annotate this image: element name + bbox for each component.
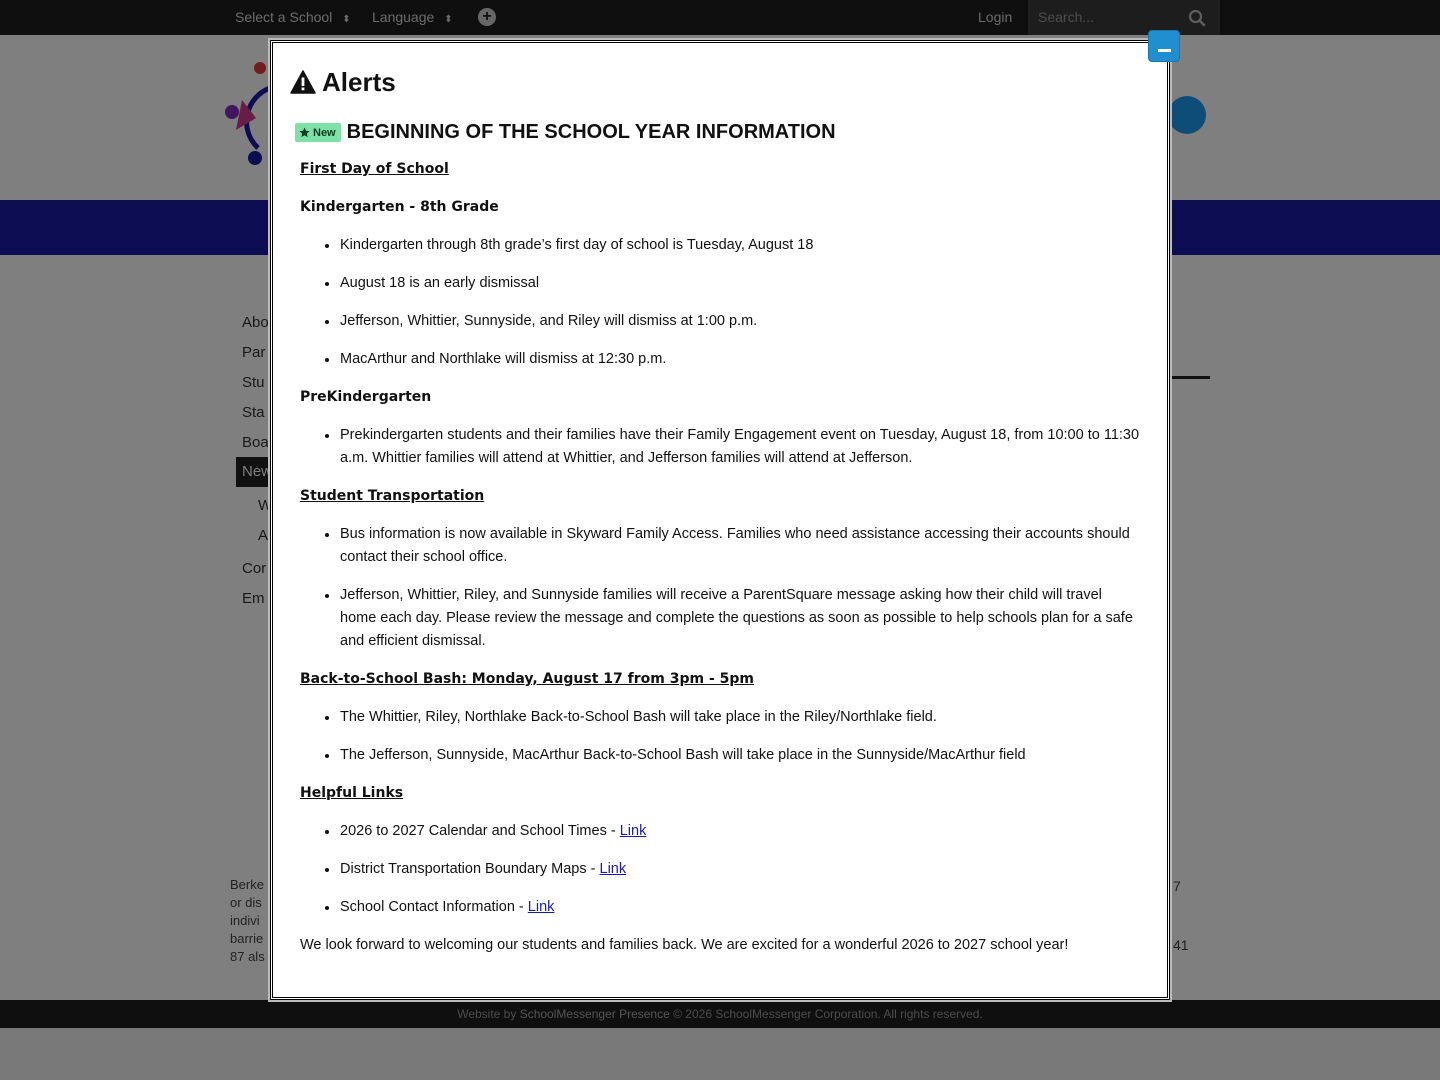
list-item — [300, 858, 1140, 881]
boundary-maps-link[interactable]: Link — [599, 861, 627, 877]
list-item: Prekindergarten students and their families have their Family Engagement event on Tuesday, August 18, from 10:00 to 11:30 a.m. Whittier families will attend at Whittier, and Jefferson families will attend at Jefferson. — [300, 424, 1140, 470]
alerts-modal-frame — [272, 42, 1168, 998]
warning-triangle-icon — [290, 70, 316, 94]
list-item: Jefferson, Whittier, Sunnyside, and Riley will dismiss at 1:00 p.m. — [300, 310, 1140, 333]
list-item: MacArthur and Northlake will dismiss at 12:30 p.m. — [300, 348, 1140, 371]
link-description: District Transportation Boundary Maps - — [340, 861, 600, 877]
alerts-title: Alerts — [322, 66, 396, 97]
calendar-link[interactable]: Link — [619, 823, 647, 839]
helpful-links-heading: Helpful Links — [300, 785, 404, 801]
star-icon — [299, 127, 310, 138]
list-item — [300, 896, 1140, 919]
prek-heading: PreKindergarten — [300, 389, 432, 405]
closing-text: We look forward to welcoming our students and families back. We are excited for a wonderful 2026 to 2027 school year! — [300, 937, 1069, 953]
minimize-icon — [1158, 49, 1171, 52]
k8-heading: Kindergarten - 8th Grade — [300, 199, 499, 215]
link-description: School Contact Information - — [340, 899, 528, 915]
alerts-heading — [290, 67, 396, 97]
alert-headline — [295, 121, 836, 144]
first-day-heading: First Day of School — [300, 161, 449, 177]
contact-info-link[interactable]: Link — [527, 899, 555, 915]
transportation-heading: Student Transportation — [300, 488, 485, 504]
link-description: 2026 to 2027 Calendar and School Times - — [340, 823, 620, 839]
alert-headline-text: BEGINNING OF THE SCHOOL YEAR INFORMATION — [346, 121, 836, 143]
list-item — [300, 820, 1140, 843]
list-item: The Whittier, Riley, Northlake Back-to-School Bash will take place in the Riley/Northlake field. — [300, 706, 1140, 729]
bash-heading: Back-to-School Bash: Monday, August 17 from 3pm - 5pm — [300, 671, 754, 687]
list-item: Bus information is now available in Skyward Family Access. Families who need assistance accessing their accounts should contact their school office. — [300, 523, 1140, 569]
list-item: Jefferson, Whittier, Riley, and Sunnyside families will receive a ParentSquare message asking how their child will travel home each day. Please review the message and complete the questions as soon as possible to help schools plan for a safe and efficient dismissal. — [300, 584, 1140, 653]
list-item: Kindergarten through 8th grade’s first day of school is Tuesday, August 18 — [300, 234, 1140, 257]
new-badge-label: New — [313, 126, 336, 139]
list-item: The Jefferson, Sunnyside, MacArthur Back-to-School Bash will take place in the Sunnyside/MacArthur field — [300, 744, 1140, 767]
minimize-button[interactable] — [1148, 30, 1180, 62]
new-badge — [295, 123, 341, 142]
list-item: August 18 is an early dismissal — [300, 272, 1140, 295]
